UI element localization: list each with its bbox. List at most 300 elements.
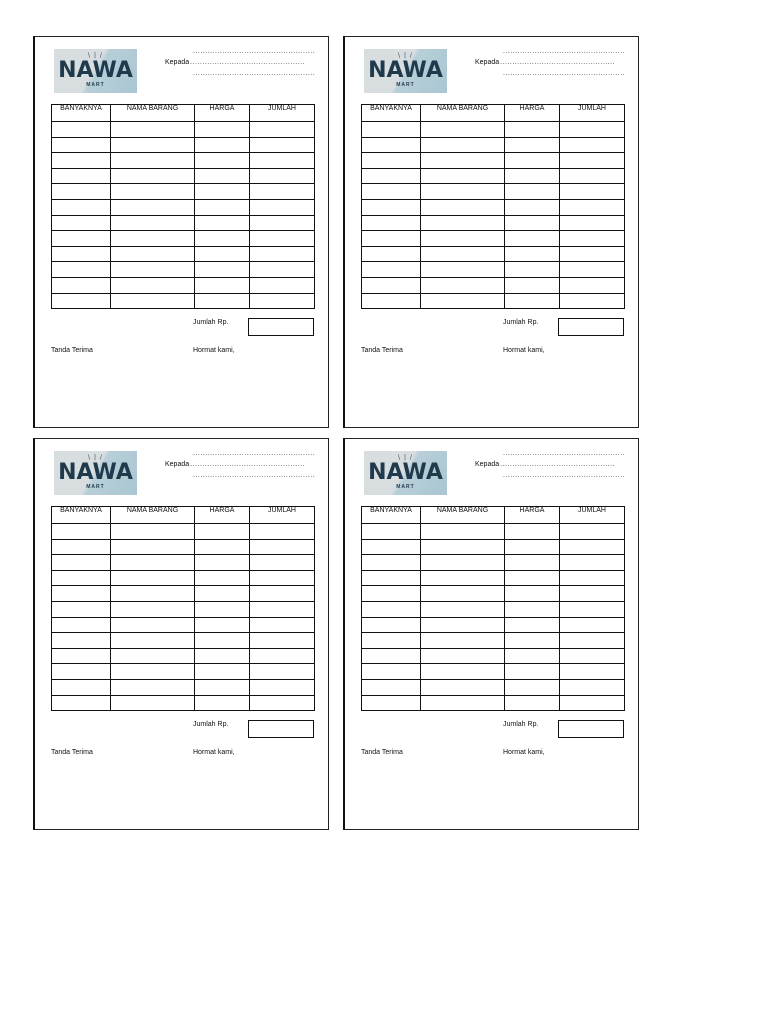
table-cell[interactable] (421, 633, 505, 649)
table-cell[interactable] (421, 293, 505, 309)
col-header-banyaknya: BANYAKNYA (52, 105, 111, 122)
table-cell[interactable] (250, 570, 315, 586)
table-cell[interactable] (505, 199, 560, 215)
col-header-jumlah: JUMLAH (560, 507, 625, 524)
table-cell[interactable] (111, 184, 195, 200)
table-cell[interactable] (505, 262, 560, 278)
table-cell[interactable] (505, 231, 560, 247)
table-cell[interactable] (421, 262, 505, 278)
table-cell[interactable] (505, 524, 560, 540)
table-row (52, 168, 315, 184)
table-cell[interactable] (362, 524, 421, 540)
col-header-harga: HARGA (505, 507, 560, 524)
table-cell[interactable] (250, 184, 315, 200)
table-cell[interactable] (421, 153, 505, 169)
table-cell[interactable] (250, 601, 315, 617)
table-cell[interactable] (195, 215, 250, 231)
jumlah-rp-label: Jumlah Rp. (193, 721, 229, 728)
table-cell[interactable] (111, 524, 195, 540)
table-cell[interactable] (362, 137, 421, 153)
table-cell[interactable] (195, 679, 250, 695)
table-cell[interactable] (560, 184, 625, 200)
col-header-harga: HARGA (195, 507, 250, 524)
table-cell[interactable] (250, 664, 315, 680)
table-row (362, 633, 625, 649)
table-cell[interactable] (560, 586, 625, 602)
table-cell[interactable] (421, 277, 505, 293)
table-cell[interactable] (195, 695, 250, 711)
table-row (52, 679, 315, 695)
items-table (361, 506, 625, 711)
table-row (52, 137, 315, 153)
table-row (362, 539, 625, 555)
table-cell[interactable] (560, 601, 625, 617)
table-cell[interactable] (505, 184, 560, 200)
table-row (52, 122, 315, 138)
table-cell[interactable] (421, 539, 505, 555)
table-cell[interactable] (362, 664, 421, 680)
table-cell[interactable] (250, 617, 315, 633)
col-header-jumlah: JUMLAH (250, 507, 315, 524)
total-box[interactable] (558, 318, 624, 336)
table-cell[interactable] (250, 524, 315, 540)
table-cell[interactable] (195, 246, 250, 262)
table-cell[interactable] (111, 277, 195, 293)
table-cell[interactable] (111, 679, 195, 695)
table-row (362, 648, 625, 664)
table-cell[interactable] (52, 231, 111, 247)
table-cell[interactable] (52, 215, 111, 231)
table-row (362, 679, 625, 695)
table-row (362, 215, 625, 231)
table-row (52, 199, 315, 215)
table-cell[interactable] (250, 293, 315, 309)
table-cell[interactable] (560, 215, 625, 231)
table-cell[interactable] (505, 570, 560, 586)
col-header-banyaknya: BANYAKNYA (362, 507, 421, 524)
logo-sub-text: MART (396, 82, 415, 88)
table-cell[interactable] (362, 586, 421, 602)
table-cell[interactable] (111, 153, 195, 169)
table-row (362, 293, 625, 309)
table-cell[interactable] (250, 122, 315, 138)
col-header-nama-barang: NAMA BARANG (421, 507, 505, 524)
table-cell[interactable] (560, 524, 625, 540)
table-cell[interactable] (250, 586, 315, 602)
table-cell[interactable] (421, 586, 505, 602)
table-cell[interactable] (505, 555, 560, 571)
table-cell[interactable] (250, 648, 315, 664)
table-cell[interactable] (111, 648, 195, 664)
table-cell[interactable] (195, 262, 250, 278)
address-line-2[interactable]: .................................................. (193, 70, 316, 77)
table-cell[interactable] (362, 555, 421, 571)
table-cell[interactable] (250, 633, 315, 649)
table-row (52, 570, 315, 586)
table-cell[interactable] (52, 122, 111, 138)
table-cell[interactable] (362, 648, 421, 664)
table-cell[interactable] (250, 539, 315, 555)
logo-brand-text: NAWA (58, 58, 133, 83)
table-cell[interactable] (250, 555, 315, 571)
table-row (52, 539, 315, 555)
table-cell[interactable] (421, 524, 505, 540)
table-cell[interactable] (195, 199, 250, 215)
table-row (52, 262, 315, 278)
table-cell[interactable] (195, 153, 250, 169)
table-cell[interactable] (362, 633, 421, 649)
sun-rays-icon: \ | / (88, 454, 103, 461)
table-row (362, 570, 625, 586)
total-box[interactable] (558, 720, 624, 738)
table-cell[interactable] (421, 664, 505, 680)
table-cell[interactable] (52, 617, 111, 633)
table-cell[interactable] (111, 122, 195, 138)
table-cell[interactable] (250, 246, 315, 262)
table-cell[interactable] (505, 601, 560, 617)
logo-brand-text: NAWA (368, 460, 443, 485)
table-cell[interactable] (195, 184, 250, 200)
table-cell[interactable] (560, 664, 625, 680)
table-row (362, 586, 625, 602)
table-cell[interactable] (362, 601, 421, 617)
table-cell[interactable] (111, 246, 195, 262)
table-cell[interactable] (111, 617, 195, 633)
table-cell[interactable] (362, 539, 421, 555)
table-cell[interactable] (195, 555, 250, 571)
table-cell[interactable] (52, 524, 111, 540)
jumlah-rp-label: Jumlah Rp. (193, 319, 229, 326)
table-row (362, 695, 625, 711)
col-header-nama-barang: NAMA BARANG (111, 507, 195, 524)
table-row (52, 617, 315, 633)
table-row (52, 246, 315, 262)
table-cell[interactable] (505, 695, 560, 711)
kepada-dots[interactable]: ............................................... (190, 59, 306, 66)
table-cell[interactable] (362, 168, 421, 184)
address-line-2[interactable]: .................................................. (503, 472, 626, 479)
hormat-kami-label: Hormat kami, (193, 347, 235, 354)
nawa-mart-logo (54, 49, 137, 93)
table-cell[interactable] (421, 184, 505, 200)
table-cell[interactable] (421, 231, 505, 247)
table-row (52, 555, 315, 571)
table-cell[interactable] (52, 199, 111, 215)
table-cell[interactable] (362, 262, 421, 278)
hormat-kami-label: Hormat kami, (503, 749, 545, 756)
table-cell[interactable] (560, 277, 625, 293)
table-cell[interactable] (362, 679, 421, 695)
tanda-terima-label: Tanda Terima (51, 347, 93, 354)
table-cell[interactable] (250, 262, 315, 278)
table-cell[interactable] (505, 617, 560, 633)
table-cell[interactable] (362, 570, 421, 586)
table-cell[interactable] (111, 664, 195, 680)
table-cell[interactable] (362, 293, 421, 309)
table-cell[interactable] (362, 122, 421, 138)
address-line-1[interactable]: .................................................. (193, 48, 316, 55)
table-cell[interactable] (195, 664, 250, 680)
table-row (52, 601, 315, 617)
table-cell[interactable] (250, 153, 315, 169)
table-cell[interactable] (52, 648, 111, 664)
table-cell[interactable] (421, 570, 505, 586)
address-line-2[interactable]: .................................................. (503, 70, 626, 77)
table-cell[interactable] (195, 168, 250, 184)
table-cell[interactable] (52, 168, 111, 184)
table-cell[interactable] (52, 246, 111, 262)
table-row (362, 555, 625, 571)
table-row (52, 184, 315, 200)
table-row (52, 648, 315, 664)
table-cell[interactable] (195, 137, 250, 153)
table-cell[interactable] (52, 184, 111, 200)
col-header-harga: HARGA (195, 105, 250, 122)
table-cell[interactable] (195, 122, 250, 138)
table-cell[interactable] (111, 570, 195, 586)
table-cell[interactable] (250, 695, 315, 711)
table-row (52, 524, 315, 540)
table-cell[interactable] (195, 570, 250, 586)
table-cell[interactable] (362, 277, 421, 293)
jumlah-rp-label: Jumlah Rp. (503, 319, 539, 326)
nawa-mart-logo (364, 451, 447, 495)
table-cell[interactable] (52, 153, 111, 169)
table-cell[interactable] (560, 168, 625, 184)
table-cell[interactable] (505, 648, 560, 664)
jumlah-rp-label: Jumlah Rp. (503, 721, 539, 728)
address-line-1[interactable]: .................................................. (193, 450, 316, 457)
items-table (361, 104, 625, 309)
table-cell[interactable] (362, 695, 421, 711)
sun-rays-icon: \ | / (88, 52, 103, 59)
nawa-mart-logo (364, 49, 447, 93)
table-cell[interactable] (52, 293, 111, 309)
table-cell[interactable] (111, 601, 195, 617)
table-cell[interactable] (52, 586, 111, 602)
table-row (362, 231, 625, 247)
logo-brand-text: NAWA (58, 460, 133, 485)
items-table (51, 506, 315, 711)
table-cell[interactable] (505, 153, 560, 169)
table-cell[interactable] (505, 246, 560, 262)
table-row (52, 215, 315, 231)
kepada-line[interactable] (165, 461, 305, 469)
table-cell[interactable] (52, 695, 111, 711)
table-cell[interactable] (421, 555, 505, 571)
table-cell[interactable] (505, 293, 560, 309)
table-cell[interactable] (111, 555, 195, 571)
col-header-jumlah: JUMLAH (560, 105, 625, 122)
table-cell[interactable] (250, 137, 315, 153)
table-cell[interactable] (362, 199, 421, 215)
table-cell[interactable] (195, 524, 250, 540)
total-box[interactable] (248, 720, 314, 738)
table-cell[interactable] (52, 555, 111, 571)
table-cell[interactable] (195, 586, 250, 602)
table-cell[interactable] (52, 539, 111, 555)
table-cell[interactable] (52, 137, 111, 153)
col-header-nama-barang: NAMA BARANG (421, 105, 505, 122)
table-row (52, 664, 315, 680)
table-row (362, 524, 625, 540)
table-cell[interactable] (195, 633, 250, 649)
table-cell[interactable] (505, 633, 560, 649)
table-cell[interactable] (505, 168, 560, 184)
table-cell[interactable] (111, 231, 195, 247)
receipt-form (343, 438, 639, 830)
table-cell[interactable] (111, 168, 195, 184)
table-row (52, 277, 315, 293)
table-cell[interactable] (421, 168, 505, 184)
table-row (362, 664, 625, 680)
table-cell[interactable] (560, 570, 625, 586)
table-cell[interactable] (421, 601, 505, 617)
table-cell[interactable] (111, 293, 195, 309)
table-cell[interactable] (560, 153, 625, 169)
hormat-kami-label: Hormat kami, (503, 347, 545, 354)
tanda-terima-label: Tanda Terima (361, 749, 403, 756)
table-cell[interactable] (250, 679, 315, 695)
table-cell[interactable] (560, 633, 625, 649)
kepada-line[interactable] (475, 59, 615, 67)
table-cell[interactable] (52, 601, 111, 617)
table-cell[interactable] (52, 570, 111, 586)
kepada-dots[interactable]: ............................................... (190, 461, 306, 468)
kepada-label: Kepada (475, 59, 500, 66)
table-cell[interactable] (195, 277, 250, 293)
table-cell[interactable] (195, 601, 250, 617)
table-cell[interactable] (250, 199, 315, 215)
kepada-dots[interactable]: ............................................... (500, 461, 616, 468)
table-row (362, 262, 625, 278)
table-cell[interactable] (111, 215, 195, 231)
table-cell[interactable] (421, 679, 505, 695)
table-row (362, 168, 625, 184)
table-row (52, 633, 315, 649)
table-cell[interactable] (111, 137, 195, 153)
sun-rays-icon: \ | / (398, 52, 413, 59)
table-cell[interactable] (421, 246, 505, 262)
table-cell[interactable] (560, 199, 625, 215)
table-cell[interactable] (362, 184, 421, 200)
table-cell[interactable] (505, 122, 560, 138)
table-cell[interactable] (111, 586, 195, 602)
table-cell[interactable] (111, 695, 195, 711)
table-cell[interactable] (250, 168, 315, 184)
address-line-2[interactable]: .................................................. (193, 472, 316, 479)
table-cell[interactable] (195, 617, 250, 633)
address-line-1[interactable]: .................................................. (503, 450, 626, 457)
table-row (52, 293, 315, 309)
table-cell[interactable] (250, 215, 315, 231)
logo-sub-text: MART (86, 82, 105, 88)
table-cell[interactable] (111, 199, 195, 215)
kepada-line[interactable] (475, 461, 615, 469)
tanda-terima-label: Tanda Terima (51, 749, 93, 756)
table-cell[interactable] (111, 539, 195, 555)
table-cell[interactable] (421, 215, 505, 231)
table-cell[interactable] (421, 122, 505, 138)
table-cell[interactable] (111, 262, 195, 278)
table-cell[interactable] (362, 215, 421, 231)
table-cell[interactable] (421, 137, 505, 153)
table-cell[interactable] (250, 277, 315, 293)
table-cell[interactable] (362, 153, 421, 169)
table-cell[interactable] (52, 664, 111, 680)
table-cell[interactable] (52, 262, 111, 278)
table-cell[interactable] (52, 679, 111, 695)
table-cell[interactable] (560, 555, 625, 571)
address-line-1[interactable]: .................................................. (503, 48, 626, 55)
table-cell[interactable] (560, 539, 625, 555)
table-cell[interactable] (505, 137, 560, 153)
table-cell[interactable] (560, 246, 625, 262)
kepada-label: Kepada (165, 59, 190, 66)
table-cell[interactable] (195, 231, 250, 247)
table-cell[interactable] (560, 231, 625, 247)
table-cell[interactable] (362, 617, 421, 633)
table-cell[interactable] (505, 277, 560, 293)
table-cell[interactable] (195, 648, 250, 664)
table-cell[interactable] (195, 293, 250, 309)
table-cell[interactable] (52, 277, 111, 293)
kepada-label: Kepada (475, 461, 500, 468)
table-row (52, 586, 315, 602)
col-header-jumlah: JUMLAH (250, 105, 315, 122)
hormat-kami-label: Hormat kami, (193, 749, 235, 756)
table-cell[interactable] (560, 679, 625, 695)
table-cell[interactable] (505, 679, 560, 695)
logo-sub-text: MART (396, 484, 415, 490)
nawa-mart-logo (54, 451, 137, 495)
table-cell[interactable] (505, 586, 560, 602)
table-cell[interactable] (195, 539, 250, 555)
table-row (362, 246, 625, 262)
table-cell[interactable] (421, 695, 505, 711)
receipt-form (33, 36, 329, 428)
kepada-line[interactable] (165, 59, 305, 67)
table-cell[interactable] (362, 231, 421, 247)
table-cell[interactable] (505, 215, 560, 231)
table-row (362, 617, 625, 633)
table-cell[interactable] (560, 695, 625, 711)
kepada-label: Kepada (165, 461, 190, 468)
logo-sub-text: MART (86, 484, 105, 490)
table-cell[interactable] (560, 617, 625, 633)
table-cell[interactable] (362, 246, 421, 262)
table-cell[interactable] (421, 617, 505, 633)
table-row (362, 199, 625, 215)
table-cell[interactable] (250, 231, 315, 247)
table-cell[interactable] (560, 262, 625, 278)
table-cell[interactable] (52, 633, 111, 649)
table-cell[interactable] (421, 199, 505, 215)
table-cell[interactable] (505, 664, 560, 680)
table-cell[interactable] (560, 137, 625, 153)
table-row (52, 153, 315, 169)
col-header-banyaknya: BANYAKNYA (52, 507, 111, 524)
col-header-banyaknya: BANYAKNYA (362, 105, 421, 122)
table-cell[interactable] (560, 122, 625, 138)
kepada-dots[interactable]: ............................................... (500, 59, 616, 66)
table-cell[interactable] (560, 648, 625, 664)
table-cell[interactable] (421, 648, 505, 664)
total-box[interactable] (248, 318, 314, 336)
table-cell[interactable] (505, 539, 560, 555)
table-cell[interactable] (111, 633, 195, 649)
table-cell[interactable] (560, 293, 625, 309)
